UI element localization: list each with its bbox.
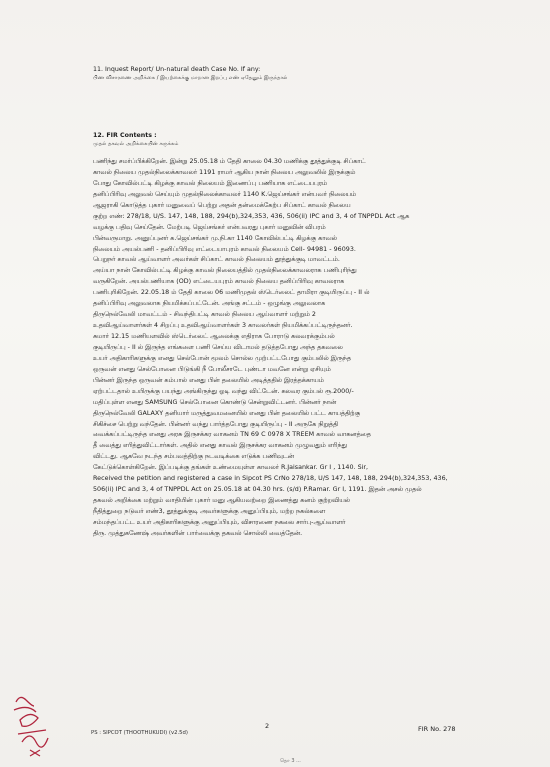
section-11-heading-tamil: பிண விசாரணை அறிக்கை / இயற்கைக்கு மாறான இறப்பு எண் ஏதேனும் இருந்தால்: [93, 75, 288, 81]
body-line: 506(ii) IPC and 3, 4 of TNPPDL Act on 25.05.18 at 04.30 hrs. (s/d) P.Ramar. Gr I, 1191. இதன் அசல் முதல்: [93, 486, 422, 494]
body-line: விட்டது. ஆகவே நடந்த சம்பவத்திற்கு நடவடிக்கை எடுக்க பணிவுடன்: [93, 453, 294, 461]
body-line: போது கோவில்பட்டி கிழக்கு காவல் நிலையம் இணைப்பு பணியாக எட்டையபுரம்: [93, 179, 328, 187]
handwritten-annotation: [10, 690, 80, 765]
body-line: ஆஜராகி கொடுத்த புகார் மனுவைப் பெற்று அதன் தன்மைக்கேற்ப சிப்காட் காவல் நிலைய: [93, 201, 351, 209]
footer-police-station: PS : SIPCOT (THOOTHUKUDI) (v2.5d): [91, 730, 188, 736]
body-line: Received the petition and registered a case in Sipcot PS CrNo 278/18, U/S 147, 148, 188, 294(b),324,353, 436,: [93, 475, 448, 483]
body-line: உயர் அதிகாரிகளுக்கு எனது செல்போன் மூலம் சொல்ல முற்பட்டபோது கும்பலில் இருந்த: [93, 354, 352, 362]
body-line: நீதித்துறை நடுவர் எண்3, தூத்துக்குடி அவர்களுக்கு அனுப்பியும், மற்ற நகல்களை: [93, 508, 326, 515]
body-line: அய்யா நான் கோவில்பட்டி கிழக்கு காவல் நிலையத்தில் முதல்நிலைக்காவலராக பணிபுரிந்து: [93, 267, 357, 275]
section-11-inquest: [93, 66, 288, 82]
body-line: ஒருவன் எனது செல்போனை பிடுங்கி நீ போலீசாடே புண்டா மவனே என்று ஏசியும்: [93, 365, 331, 373]
body-line: மதிப்புள்ள எனது SAMSUNG செல்போனை கொண்டு சென்றுவிட்டனர். பின்னர் நான்: [93, 398, 337, 406]
section-11-heading: 11. Inquest Report/ Un-natural death Case No. If any:: [93, 66, 261, 73]
body-line: ஏற்பட்டதால் உயிருக்கு பயந்து அங்கிருந்து ஓடி வந்து விட்டேன். கலவர கும்பல் ரூ.2000/-: [93, 387, 354, 395]
body-line: சிகிச்சை பெற்று வந்தேன். பின்னர் வந்து பார்த்தபோது குடியிருப்பு - II அருகே நிறுத்தி: [93, 420, 339, 428]
handwritten-signature-icon: [10, 690, 80, 765]
body-line: பெறுநர் காவல் ஆய்வாளர் அவர்கள் சிப்காட் காவல் நிலையம் தூத்துக்குடி மாவட்டம்.: [93, 256, 340, 264]
body-line: குற்ற எண்: 278/18, U/S. 147, 148, 188, 294(b),324,353, 436, 506(ii) IPC and 3, 4 of TNPPDL Act ஆக: [93, 212, 410, 220]
bottom-cut-text: தொ 3 ...: [280, 758, 301, 764]
body-line: சம்மந்தப்பட்ட உயர் அதிகாரிகளுக்கு அனுப்பியும், விசாரணை நகலை சார்பு-ஆய்வாளர்: [93, 518, 346, 526]
body-line: குடியிருப்பு - II ல் இருந்த எங்களை பணி செய்ய விடாமல் தடுத்தபோது அந்த தகவலை: [93, 343, 343, 351]
body-line: சுமார் 12.15 மணியளவில் ஸ்டெர்லைட் ஆலைக்கு எதிராக போராடு கலவரக்கும்பல்: [93, 333, 335, 340]
body-line: பின்னர் இருந்த ஒருவன் கம்பால் எனது பின் தலையில் அடித்ததில் இரத்தக்காயம்: [93, 376, 324, 384]
body-line: உதவிஆய்வாளர்கள் 4 சிறப்பு உதவிஆய்வாளர்கள் 3 காவலர்கள் நியமிக்கப்பட்டிருந்தனர்.: [93, 322, 353, 330]
body-line: பணிந்து சமர்ப்பிக்கிறேன். இன்று 25.05.18 ம் தேதி காலை 04.30 மணிக்கு தூத்துக்குடி சிப்காட்: [93, 158, 366, 165]
body-line: காவல் நிலைய முதல்நிலைக்காவலர் 1191 ராமர் ஆகிய நான் நிலைய அலுவலில் இருக்கும்: [93, 168, 356, 176]
body-line: தீ வைத்து எரித்துவிட்டார்கள். அதில் எனது காவல் இருசக்கர வாகனம் முழுவதும் எரிந்து: [93, 442, 347, 450]
body-line: பணிபுரிகிறேன். 22.05.18 ம் தேதி காலை 06 மணிமுதல் ஸ்டெர்லைட் தாமிரா குடியிருப்பு - II ல்: [93, 289, 370, 297]
body-line: திருநெல்வேலி GALAXY தனியார் மருத்துவமனையில் எனது பின் தலையில் பட்ட காயத்திற்கு: [93, 409, 361, 417]
body-line: கேட்டுக்கொள்கிறேன். இப்படிக்கு தங்கள் உண்மையுள்ள காவலர் R.Jaisankar. Gr I , 1140. Sir,: [93, 464, 369, 472]
body-line: பின்வருமாறு. அனுப்புனர் க.ஜெய்சங்கர் மு.நி.கா 1140 கோவில்பட்டி கிழக்கு காவல்: [93, 234, 337, 242]
body-line: தனிப்பிரிவு அலுவல் செய்யும் முதல்நிலைக்காவலர் 1140 K.ஜெய்சங்கர் என்பவர் நிலையம்: [93, 190, 357, 198]
body-line: வைக்கப்பட்டிருந்த எனது அரசு இருசக்கர வாகனம் TN 69 C 0978 X TREEM காவல் வாகனத்தை: [93, 431, 371, 439]
fir-body-text: [93, 157, 479, 540]
fir-number: FIR No. 278: [418, 725, 456, 733]
section-12-heading-tamil: முதல் தகவல் அறிக்கையின் சுருக்கம்: [93, 141, 179, 147]
body-line: திரு. முத்துகணேஷ் அவர்களின் பார்வைக்கு தகவல் சொல்லி வைத்தேன்.: [93, 529, 303, 537]
body-line: தகவல் அறிக்கை மற்றும் வாதியின் புகார் மனு ஆகியவற்றை இணைத்து கனம் குற்றவியல்: [93, 497, 350, 505]
section-12-fir-contents: [93, 132, 179, 148]
body-line: வழக்கு பதிவு செய்தேன். மேற்படி ஜெய்சங்கர் என்பவரது புகார் மனுவின் விபரம்: [93, 223, 326, 231]
section-12-heading: 12. FIR Contents :: [93, 132, 157, 139]
body-line: வருகிறேன். அயல்பணியாக (OD) எட்டையபுரம் காவல் நிலைய தனிப்பிரிவு காவலராக: [93, 278, 345, 286]
page-number: 2: [265, 722, 270, 730]
body-line: திருநெல்வேலி மாவட்டம் - சிவந்திபட்டி காவல் நிலைய ஆய்வாளர் மற்றும் 2: [93, 311, 316, 319]
body-line: தனிப்பிரிவு அலுவலாக நியமிக்கப்பட்டேன். அங்கு சட்டம் - ஒழுங்கு அலுவலாக: [93, 300, 326, 308]
body-line: நிலையம் அயல்பணி - தனிப்பிரிவு எட்டையாபுரம் காவல் நிலையம் Cell- 94981 - 96093.: [93, 245, 356, 253]
